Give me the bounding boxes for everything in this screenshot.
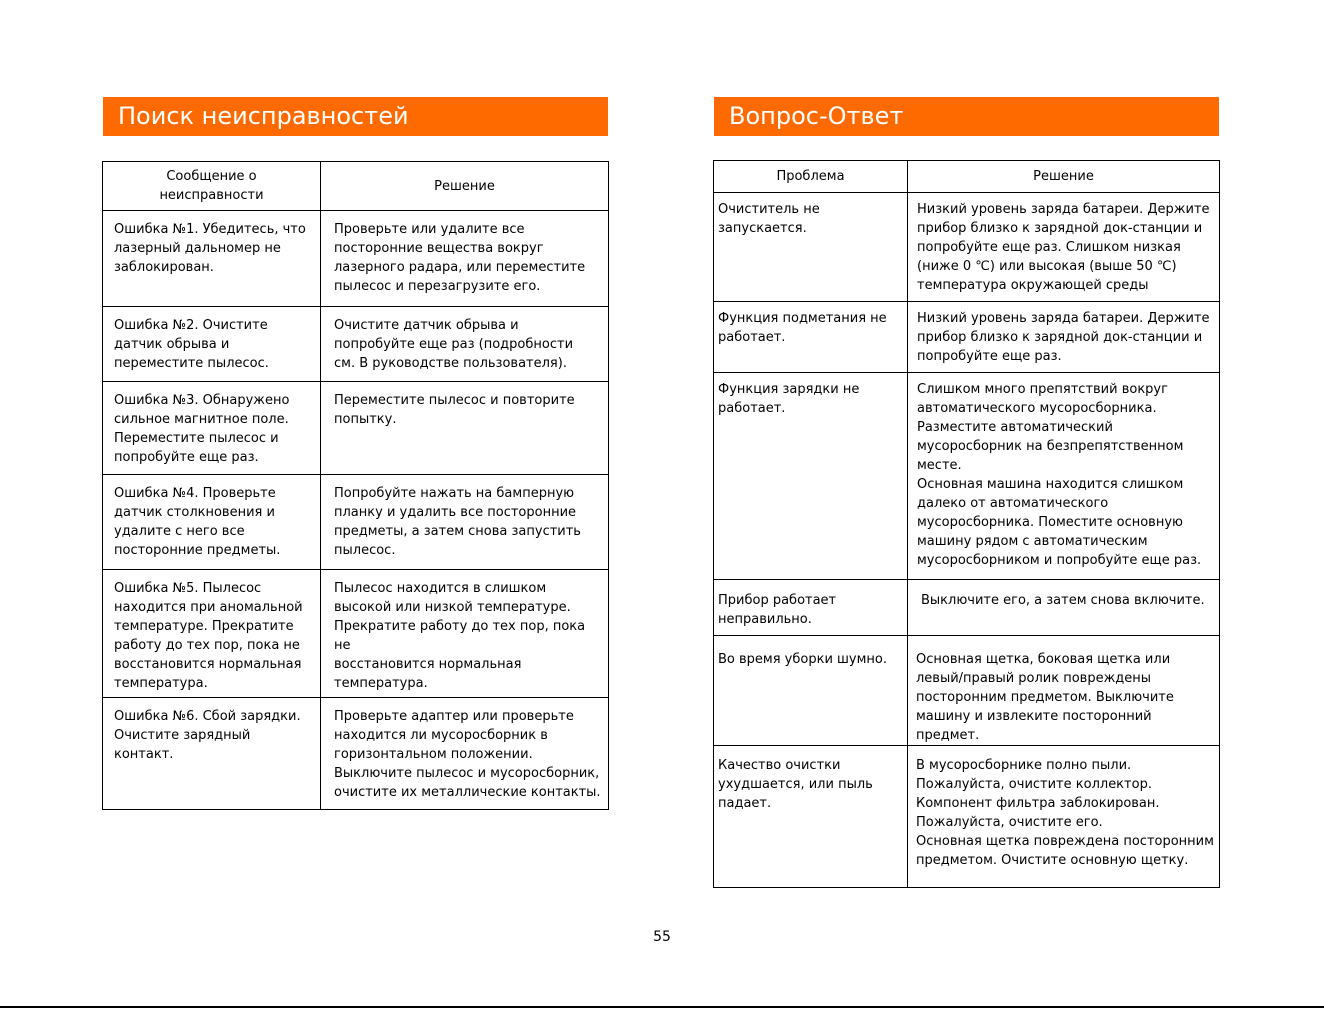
column-header-solution: Решение — [321, 162, 609, 211]
page-divider — [0, 1006, 1324, 1008]
solution-cell: Попробуйте нажать на бамперную планку и удалить все посторонние предметы, а затем снова запустить пылесос. — [321, 475, 609, 570]
solution-cell: Выключите его, а затем снова включите. — [908, 580, 1220, 636]
faq-table — [713, 160, 1220, 888]
troubleshooting-table — [102, 161, 609, 810]
error-cell: Ошибка №2. Очистите датчик обрыва и переместите пылесос. — [103, 307, 321, 382]
table-row — [714, 746, 1220, 888]
problem-cell: Функция зарядки не работает. — [714, 373, 908, 580]
table-row — [714, 302, 1220, 373]
solution-cell: Основная щетка, боковая щетка или левый/правый ролик повреждены посторонним предметом. Выключите машину и извлеките посторонний предмет. — [908, 636, 1220, 746]
table-header-row — [103, 162, 609, 211]
troubleshooting-title: Поиск неисправностей — [103, 97, 608, 136]
error-cell: Ошибка №4. Проверьте датчик столкновения и удалите с него все посторонние предметы. — [103, 475, 321, 570]
column-header-solution: Решение — [908, 161, 1220, 193]
solution-cell: Пылесос находится в слишком высокой или низкой температуре. Прекратите работу до тех пор, пока не восстановится нормальная температура. — [321, 570, 609, 698]
solution-cell: Переместите пылесос и повторите попытку. — [321, 382, 609, 475]
solution-cell: Слишком много препятствий вокруг автоматического мусоросборника. Разместите автоматический мусоросборник на безпрепятственном месте. Основная машина находится слишком далеко от автоматического мусоросборника. Поместите основную машину рядом с автоматическим мусоросборником и попробуйте еще раз. — [908, 373, 1220, 580]
solution-cell: Проверьте или удалите все посторонние вещества вокруг лазерного радара, или переместите пылесос и перезагрузите его. — [321, 211, 609, 307]
problem-cell: Функция подметания не работает. — [714, 302, 908, 373]
table-row — [103, 475, 609, 570]
solution-cell: В мусоросборнике полно пыли. Пожалуйста, очистите коллектор. Компонент фильтра заблокирован. Пожалуйста, очистите его. Основная щетка повреждена посторонним предметом. Очистите основную щетку. — [908, 746, 1220, 888]
table-row — [103, 698, 609, 810]
table-row — [714, 580, 1220, 636]
error-cell: Ошибка №6. Сбой зарядки. Очистите зарядный контакт. — [103, 698, 321, 810]
problem-cell: Качество очистки ухудшается, или пыль падает. — [714, 746, 908, 888]
table-row — [103, 570, 609, 698]
column-header-message: Сообщение о неисправности — [103, 162, 321, 211]
solution-cell: Очистите датчик обрыва и попробуйте еще раз (подробности см. В руководстве пользователя). — [321, 307, 609, 382]
table-header-row — [714, 161, 1220, 193]
problem-cell: Прибор работает неправильно. — [714, 580, 908, 636]
solution-cell: Проверьте адаптер или проверьте находится ли мусоросборник в горизонтальном положении. Выключите пылесос и мусоросборник, очистите их металлические контакты. — [321, 698, 609, 810]
page-number: 55 — [653, 929, 671, 945]
error-cell: Ошибка №5. Пылесос находится при аномальной температуре. Прекратите работу до тех пор, пока не восстановится нормальная температура. — [103, 570, 321, 698]
faq-title: Вопрос-Ответ — [714, 97, 1219, 136]
table-row — [714, 636, 1220, 746]
solution-cell: Низкий уровень заряда батареи. Держите прибор близко к зарядной док-станции и попробуйте еще раз. — [908, 302, 1220, 373]
table-row — [103, 382, 609, 475]
column-header-problem: Проблема — [714, 161, 908, 193]
table-row — [103, 307, 609, 382]
problem-cell: Во время уборки шумно. — [714, 636, 908, 746]
table-row — [714, 373, 1220, 580]
table-row — [103, 211, 609, 307]
table-row — [714, 193, 1220, 302]
problem-cell: Очиститель не запускается. — [714, 193, 908, 302]
solution-cell: Низкий уровень заряда батареи. Держите прибор близко к зарядной док-станции и попробуйте еще раз. Слишком низкая (ниже 0 ℃) или высокая (выше 50 ℃) температура окружающей среды — [908, 193, 1220, 302]
error-cell: Ошибка №3. Обнаружено сильное магнитное поле. Переместите пылесос и попробуйте еще раз. — [103, 382, 321, 475]
error-cell: Ошибка №1. Убедитесь, что лазерный дальномер не заблокирован. — [103, 211, 321, 307]
